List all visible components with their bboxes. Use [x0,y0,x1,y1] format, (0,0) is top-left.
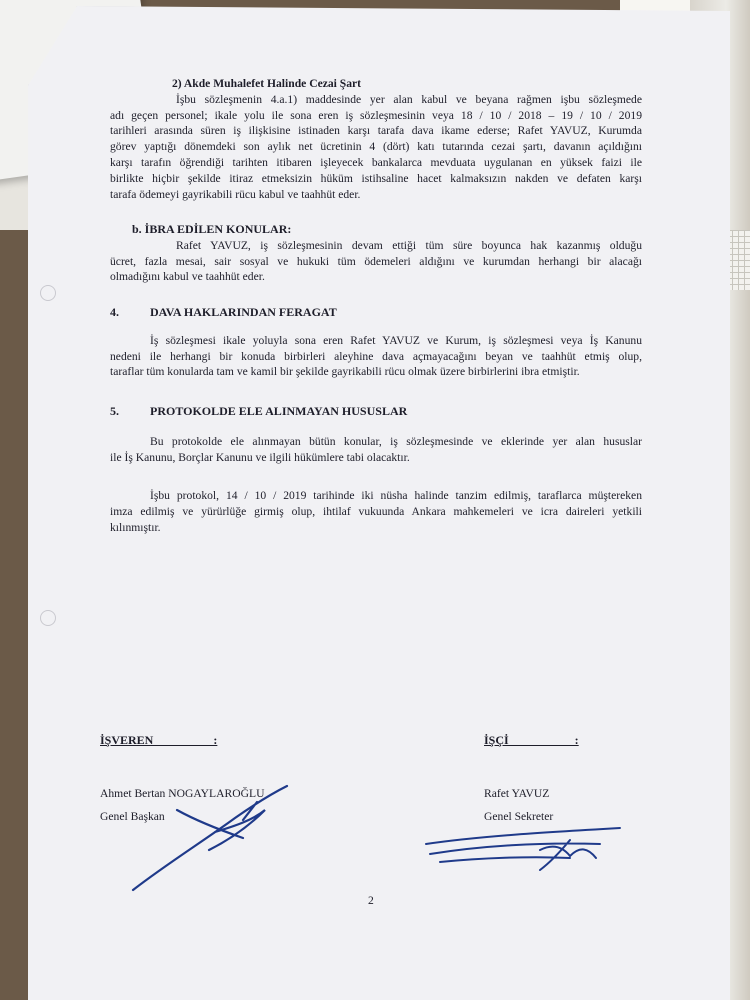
paragraph-line: İş sözleşmesi ikale yoluyla sona eren Rafet YAVUZ ve Kurum, iş sözleşmesi veya İş Kanunu [150,333,642,347]
paragraph-line: adı geçen personel; ikale yolu ile sona eren iş sözleşmesinin veya 18 / 10 / 2018 – 19 / 10 / 2019 [110,108,642,122]
section-2-title: 2) Akde Muhalefet Halinde Cezai Şart [172,77,362,90]
section-5-title: PROTOKOLDE ELE ALINMAYAN HUSUSLAR [150,404,408,418]
section-b-title: b. İBRA EDİLEN KONULAR: [132,222,292,236]
section-4-heading [110,305,642,321]
section-b [110,222,642,285]
employee-title: Genel Sekreter [484,810,554,823]
paragraph-line: olmadığını kabul ve taahhüt eder. [110,270,265,284]
paragraph-line: tarihleri arasında süren iş ilişkisine istinaden karşı tarafa dava ikame ederse; Rafet YAVUZ, Kurumda [110,124,642,138]
employer-heading: İŞVEREN : [100,733,218,747]
paragraph-line: nedeni ile herhangi bir konuda birbirleri aleyhine dava açmayacağını beyan ve taahhüt etmiş olup, [110,349,642,363]
paragraph-line: ile İş Kanunu, Borçlar Kanunu ve ilgili hükümlere tabi olacaktır. [110,450,410,464]
section-5-heading [110,404,642,420]
paragraph-line: İşbu protokol, 14 / 10 / 2019 tarihinde iki nüsha halinde tanzim edilmiş, taraflarca müştereken [150,489,642,502]
employer-name: Ahmet Bertan NOGAYLAROĞLU [100,787,265,800]
paragraph-line: birlikte hiçbir şekilde itiraz etmeksizin hüküm istihsaline hacet kalmaksızın nakden ve defaten karşı [110,171,642,185]
employee-signature [420,822,630,877]
paragraph-line: Bu protokolde ele alınmayan bütün konular, iş sözleşmesinde ve eklerinde yer alan hususlar [150,434,642,448]
section-4-title: DAVA HAKLARINDAN FERAGAT [150,305,337,319]
paragraph-line: İşbu sözleşmenin 4.a.1) maddesinde yer alan kabul ve beyana rağmen işbu sözleşmede [176,92,642,106]
paragraph-line: ücret, fazla mesai, sair sosyal ve hukuki tüm ödemeleri aldığını ve kurumdan herhangi bir alacağı [110,254,642,268]
section-4-number: 4. [110,305,119,319]
paragraph-line: karşı tarafın öğrendiği tarihten itibaren işleyecek bankalarca mevduata uygulanan en yüksek faizi ile [110,155,642,169]
page-number: 2 [368,894,374,907]
paragraph-line: tarafa ödemeyi gayrikabili rücu kabul ve taahhüt eder. [110,187,361,201]
employer-title: Genel Başkan [100,810,165,823]
section-4 [110,305,642,380]
paragraph-line: kılınmıştır. [110,520,161,534]
punch-hole [40,285,56,301]
paragraph-line: Rafet YAVUZ, iş sözleşmesinin devam ettiği tüm süre boyunca hak kazanmış olduğu [176,238,642,252]
paragraph-line: görev yaptığı dönemdeki son aylık net ücretinin 4 (dört) katı tutarında cezai şartı, davanın açıldığını [110,140,642,154]
closing-paragraph [110,488,642,535]
section-2 [110,76,642,202]
punch-hole [40,610,56,626]
employee-name: Rafet YAVUZ [484,787,550,800]
section-5 [110,404,642,465]
employee-heading: İŞÇİ : [484,733,579,747]
paragraph-line: taraflar tüm konularda tam ve kamil bir şekilde gayrikabili rücu olmak üzere birbirlerini ibra etmiştir. [110,365,580,379]
section-5-number: 5. [110,404,119,418]
paragraph-line: imza edilmiş ve yürürlüğe girmiş olup, ihtilaf vukuunda Ankara mahkemeleri ve icra daireleri yetkili [110,504,642,518]
employer-signature [125,780,295,895]
